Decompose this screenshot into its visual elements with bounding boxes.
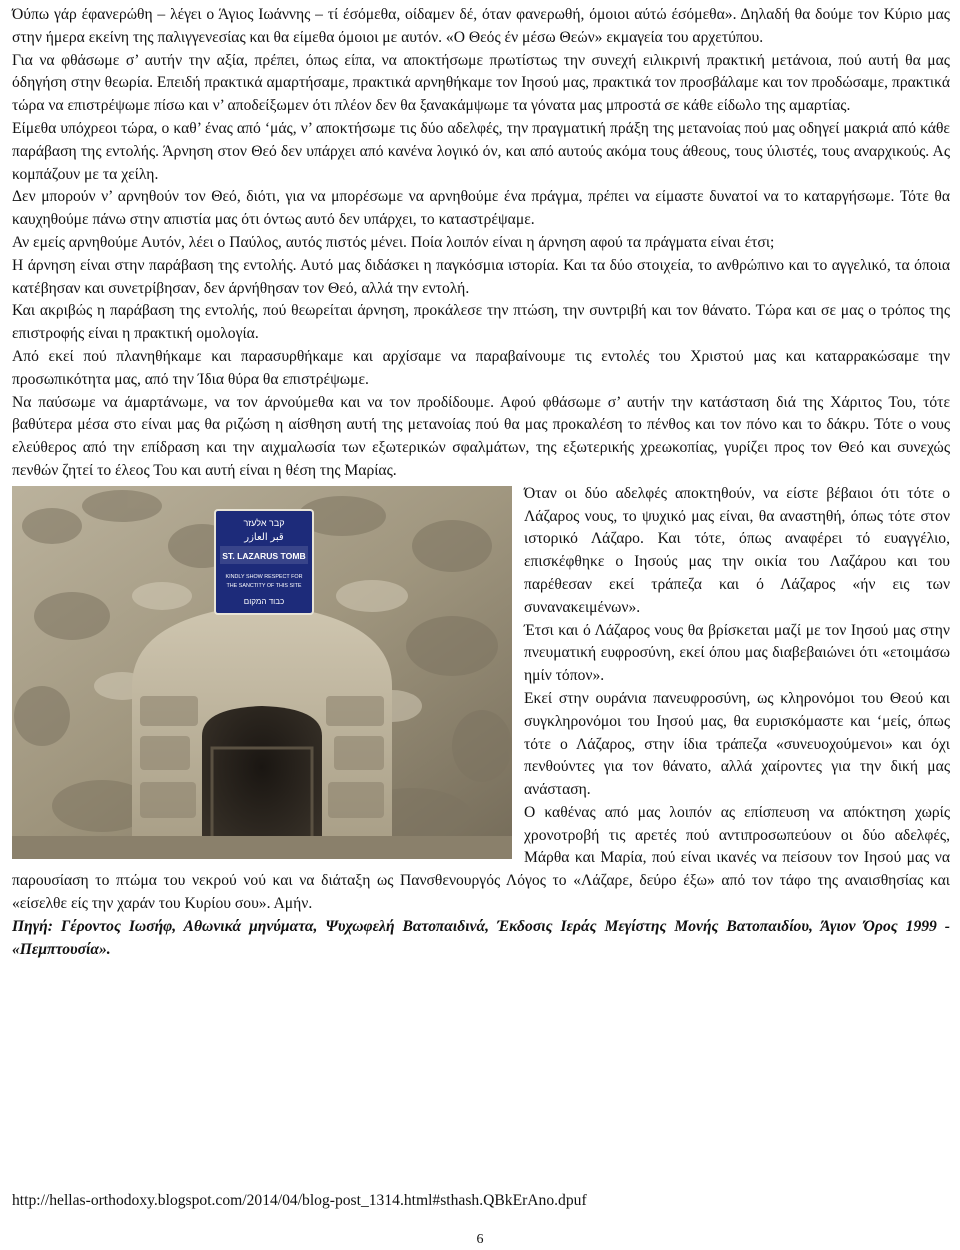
ground <box>12 836 512 859</box>
sign-lower: כבוד המקום <box>243 596 285 606</box>
paragraph-9: Να παύσωμε να άμαρτάνωμε, να τον άρνούμεθα και να τον προδίδουμε. Αφού φθάσωμε σ’ αυτήν την κατάσταση διά της Χάριτος Του, τότε βαθύτερα μέσα στο είναι μας θα ριζώση η αίσθηση αυτή της μετανοίας πού θα μας προκαλέση το πένθος και τον πόνο και το δάκρυ. Τότε ο νους ελεύθερος από την επίδραση και την αιχμαλωσία των εξωτερικών σφαλμάτων, της εξωτερικής χρεωκοπίας, γυρίζει προς τον Θεό και συνεχώς πενθών ζητεί το έλεος Του και αυτή είναι η θέση της Μαρίας. <box>12 393 950 479</box>
st-lazarus-tomb-sign <box>215 510 313 614</box>
paragraph-6: Η άρνηση είναι στην παράβαση της εντολής. Αυτό μας διδάσκει η παγκόσμια ιστορία. Και τα δύο στοιχεία, το ανθρώπινο και το αγγελικό, τα όποια κατέβησαν και συνετρίβησαν, δεν άρνήθησαν τον Θεό, αλλά την εντολή. <box>12 256 950 297</box>
document-body <box>12 4 950 961</box>
sign-notice-2: THE SANCTITY OF THIS SITE <box>226 582 302 589</box>
sign-arabic: قبر العازر <box>244 531 284 543</box>
source-citation: Πηγή: Γέροντος Ιωσήφ, Αθωνικά μηνύματα, Ψυχωφελή Βατοπαιδινά, Έκδοσις Ιεράς Μεγίστης Μονής Βατοπαιδίου, Άγιον Όρος 1999 - «Πεμπτουσία». <box>12 917 950 958</box>
wrap-paragraph-2: Έτσι και ό Λάζαρος νους θα βρίσκεται μαζί με τον Ιησού μας στην πνευματική ευφροσύνη, εκεί όπου μας διαβεβαιώνει ότι «ετοιμάσω ημίν τόπον». <box>524 621 950 685</box>
paragraph-1: Όύπω γάρ έφανερώθη – λέγει ο Άγιος Ιωάννης – τί έσόμεθα, οίδαμεν δέ, όταν φανερωθή, όμοιοι αύτώ έσόμεθα». Δηλαδή θα δούμε τον Κύριο μας στην ήμερα εκείνη της παλιγγενεσίας και θα είμεθα όμοιοι με αυτόν. «Ο Θεός έν μέσω Θεών» εκμαγεία του αρχετύπου. <box>12 6 950 46</box>
closing-paragraph: Ο καθένας από μας λοιπόν ας επίσπευση να απόκτηση χωρίς χρονοτροβή τις αρετές πού αντιπροσωπεύουν οι δύο αδελφές, Μάρθα και Μαρία, πού είναι ικανές να πείσουν τον Ιησού μας να παρουσίαση το πτώμα του νεκρού νού και να διάταξη ως Πανσθενουργός Λόγος το «Λάζαρε, δεύρο έξω» από τον τάφο της αναισθησίας και «είσελθε είς την χαράν του Κυρίου σου». Αμήν. <box>12 803 950 913</box>
lazarus-tomb-illustration <box>12 486 512 859</box>
sign-notice-1: KINDLY SHOW RESPECT FOR <box>225 573 303 580</box>
source-url-link[interactable]: http://hellas-orthodoxy.blogspot.com/2014/04/blog-post_1314.html#sthash.QBkErAno.dpuf <box>12 1192 587 1209</box>
sign-title: ST. LAZARUS TOMB <box>222 550 306 561</box>
sign-hebrew: קבר אלעזר <box>243 517 285 528</box>
paragraph-4: Δεν μπορούν ν’ αρνηθούν τον Θεό, διότι, για να μπορέσωμε να αρνηθούμε ένα πράγμα, πρέπει να είμαστε δυνατοί να το καταργήσωμε. Τότε θα καυχηθούμε πάνω στην απιστία μας ότι όντως αυτό δεν υπάρχει, το καταστρέψαμε. <box>12 188 950 229</box>
wrap-paragraph-3: Εκεί στην ουράνια πανευφροσύνη, ως κληρονόμοι του Θεού και συγκληρονόμοι του Ιησού μας, θα ευρισκόμαστε και ‘μείς, όπως τότε ο Λάζαρος, στην ίδια τράπεζα «συνευοχούμενοι» και όχι πενθούντες για τον θάνατο, αλλά χαίροντες για την δική μας ανάσταση. <box>524 689 950 799</box>
paragraph-2: Για να φθάσωμε σ’ αυτήν την αξία, πρέπει, όπως είπα, να αποκτήσωμε πρωτίστως την συνεχή ειλικρινή πρακτική μετάνοια, πού αυτή θα μας όδηγήση στην θεωρία. Επειδή πρακτικά αμαρτήσαμε, πρακτικά αρνηθήκαμε τον Ιησού μας, πρακτικά τον προσβάλαμε και τον προδώσαμε, πρακτικά τώρα να επιστρέψωμε πίσω και ν’ αποδείξωμεν ότι πλέον δεν θα ξανακάμψωμε τα γόνατα μας μπροστά σε κάθε είδωλο της αμαρτίας. <box>12 51 950 115</box>
paragraph-3: Είμεθα υπόχρεοι τώρα, ο καθ’ ένας από ‘μάς, ν’ αποκτήσωμε τις δύο αδελφές, την πραγματική πράξη της μετανοίας πού μας οδηγεί μακριά από κάθε παράβαση της εντολής. Άρνηση στον Θεό δεν υπάρχει από κανένα λογικό όν, και από αυτούς ακόμα τους άθεους, τους ύλιστές, τους αναρχικούς. Ας κομπάζουν με τα χείλη. <box>12 119 950 183</box>
paragraph-8: Από εκεί πού πλανηθήκαμε και παρασυρθήκαμε και αρχίσαμε να παραβαίνουμε τις εντολές του Χριστού μας και καταρρακώσαμε την προσωπικότητα μας, από την Ίδια θύρα θα επιστρέψωμε. <box>12 347 950 388</box>
lazarus-tomb-photo <box>12 486 512 859</box>
paragraph-7: Και ακριβώς η παράβαση της εντολής, πού θεωρείται άρνηση, προκάλεσε την πτώση, την συντριβή και τον θάνατο. Τώρα και σε μας ο τρόπος της επιστροφής είναι η πρακτική ομολογία. <box>12 302 950 343</box>
wrap-paragraph-1: Όταν οι δύο αδελφές αποκτηθούν, να είστε βέβαιοι ότι τότε ο Λάζαρος νους, το ψυχικό μας είναι, θα αναστηθή, όπως τότε στον ιστορικό Λάζαρο. Και τότε, όπως αναφέρει τό ευαγγέλιο, επισκέφθηκε ο Ιησούς μας την οικία του Λαζάρου και του παρέθεσαν εκεί τράπεζα και ό Λάζαρος «ήν εις των συνανακειμένων». <box>524 484 950 616</box>
page-number: 6 <box>476 1232 484 1247</box>
paragraph-5: Αν εμείς αρνηθούμε Αυτόν, λέει ο Παύλος, αυτός πιστός μένει. Ποία λοιπόν είναι η άρνηση αφού τα πράγματα είναι έτσι; <box>12 233 775 251</box>
